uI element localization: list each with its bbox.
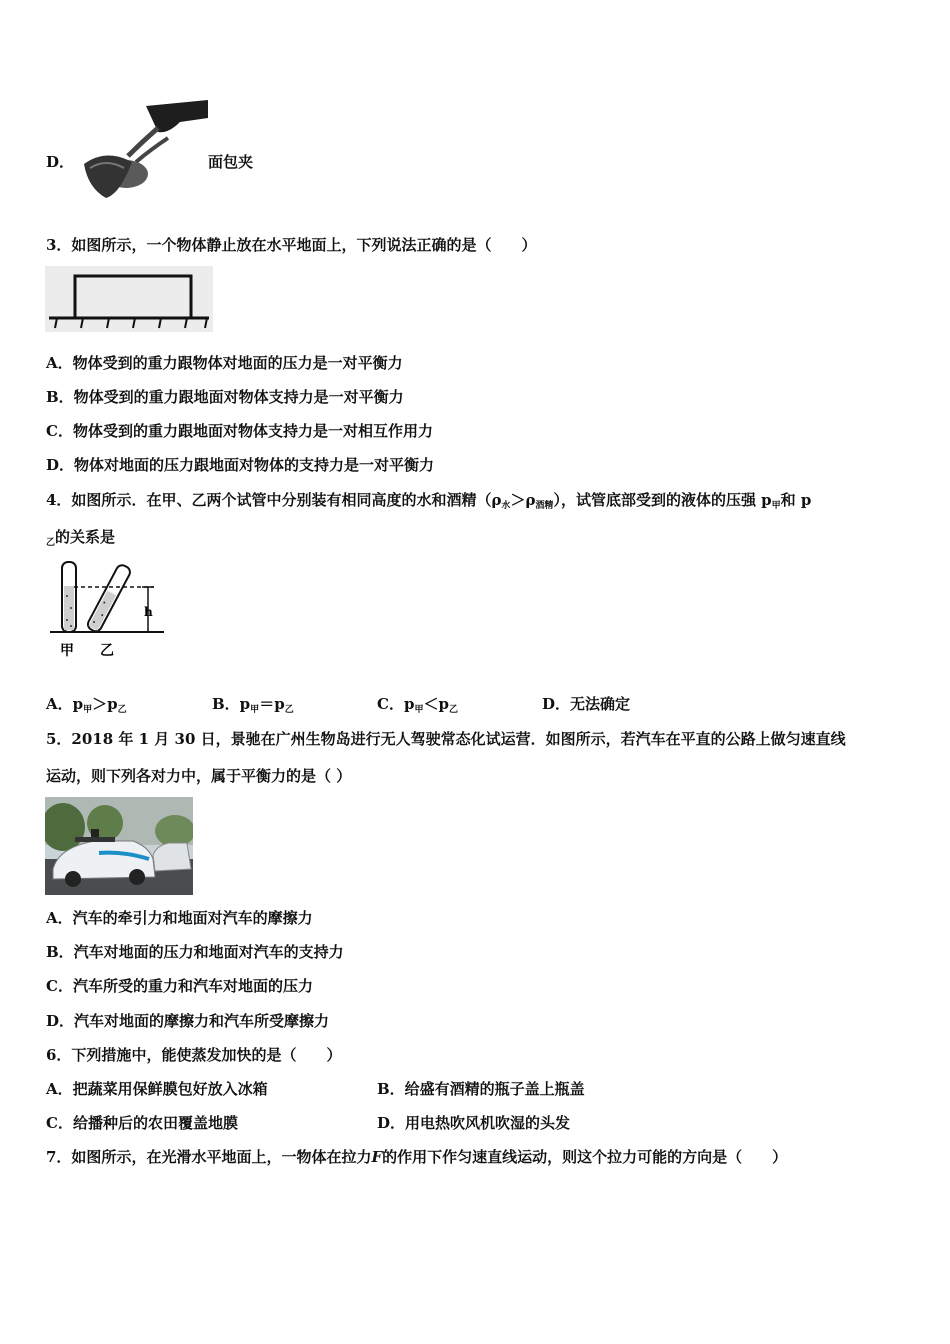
q3-stem: 3．如图所示，一个物体静止放在水平地面上，下列说法正确的是（ ） (46, 236, 537, 254)
q3-option-b: B．物体受到的重力跟地面对物体支持力是一对平衡力 (46, 388, 404, 406)
q4-stem: 4．如图所示．在甲、乙两个试管中分别装有相同高度的水和酒精$(\rho_水>\rho_{酒精})$，试管底部受到的液体的压强 $p_甲$和 p (46, 491, 812, 511)
q5-option-a: A．汽车的牵引力和地面对汽车的摩擦力 (46, 909, 313, 927)
q6-option-c: C．给播种后的农田覆盖地膜 (46, 1114, 238, 1132)
q2-option-d-label: D． (46, 153, 75, 171)
object-on-ground-figure (45, 266, 213, 332)
q2-option-d-text: 面包夹 (208, 153, 254, 171)
q4-stem-cont: $_乙$的关系是 (46, 528, 116, 548)
height-label: h (144, 605, 153, 619)
q5-option-b: B．汽车对地面的压力和地面对汽车的支持力 (46, 943, 344, 961)
q3-option-c: C．物体受到的重力跟地面对物体支持力是一对相互作用力 (46, 422, 433, 440)
q6-stem: 6．下列措施中，能使蒸发加快的是（ ） (46, 1046, 342, 1064)
q4-option-b: B．$p_甲=p_乙$ (212, 695, 294, 715)
q6-option-a: A．把蔬菜用保鲜膜包好放入冰箱 (46, 1080, 268, 1098)
tube-label-jia: 甲 (60, 643, 74, 659)
q5-option-d: D．汽车对地面的摩擦力和汽车所受摩擦力 (46, 1012, 330, 1030)
q5-stem-2: 运动，则下列各对力中，属于平衡力的是（ ） (46, 767, 352, 785)
q5-option-c: C．汽车所受的重力和汽车对地面的压力 (46, 977, 313, 995)
test-tubes-figure (48, 560, 168, 660)
q4-option-a: A．$p_甲>p_乙$ (46, 695, 127, 715)
q3-option-d: D．物体对地面的压力跟地面对物体的支持力是一对平衡力 (46, 456, 435, 474)
q6-option-d: D．用电热吹风机吹湿的头发 (377, 1114, 571, 1132)
bread-clip-image (76, 98, 208, 204)
q3-option-a: A．物体受到的重力跟物体对地面的压力是一对平衡力 (46, 354, 403, 372)
tube-label-yi: 乙 (100, 643, 114, 659)
q4-option-c: C．$p_甲<p_乙$ (377, 695, 458, 715)
q7-stem: 7．如图所示，在光滑水平地面上，一物体在拉力F的作用下作匀速直线运动，则这个拉力可能的方向是（ ） (46, 1148, 788, 1166)
q4-option-d: D．无法确定 (542, 695, 631, 713)
q5-stem-1: 5．2018 年 1 月 30 日，景驰在广州生物岛进行无人驾驶常态化试运营．如图所示，若汽车在平直的公路上做匀速直线 (46, 730, 846, 748)
driverless-car-photo (45, 797, 193, 895)
q6-option-b: B．给盛有酒精的瓶子盖上瓶盖 (377, 1080, 585, 1098)
